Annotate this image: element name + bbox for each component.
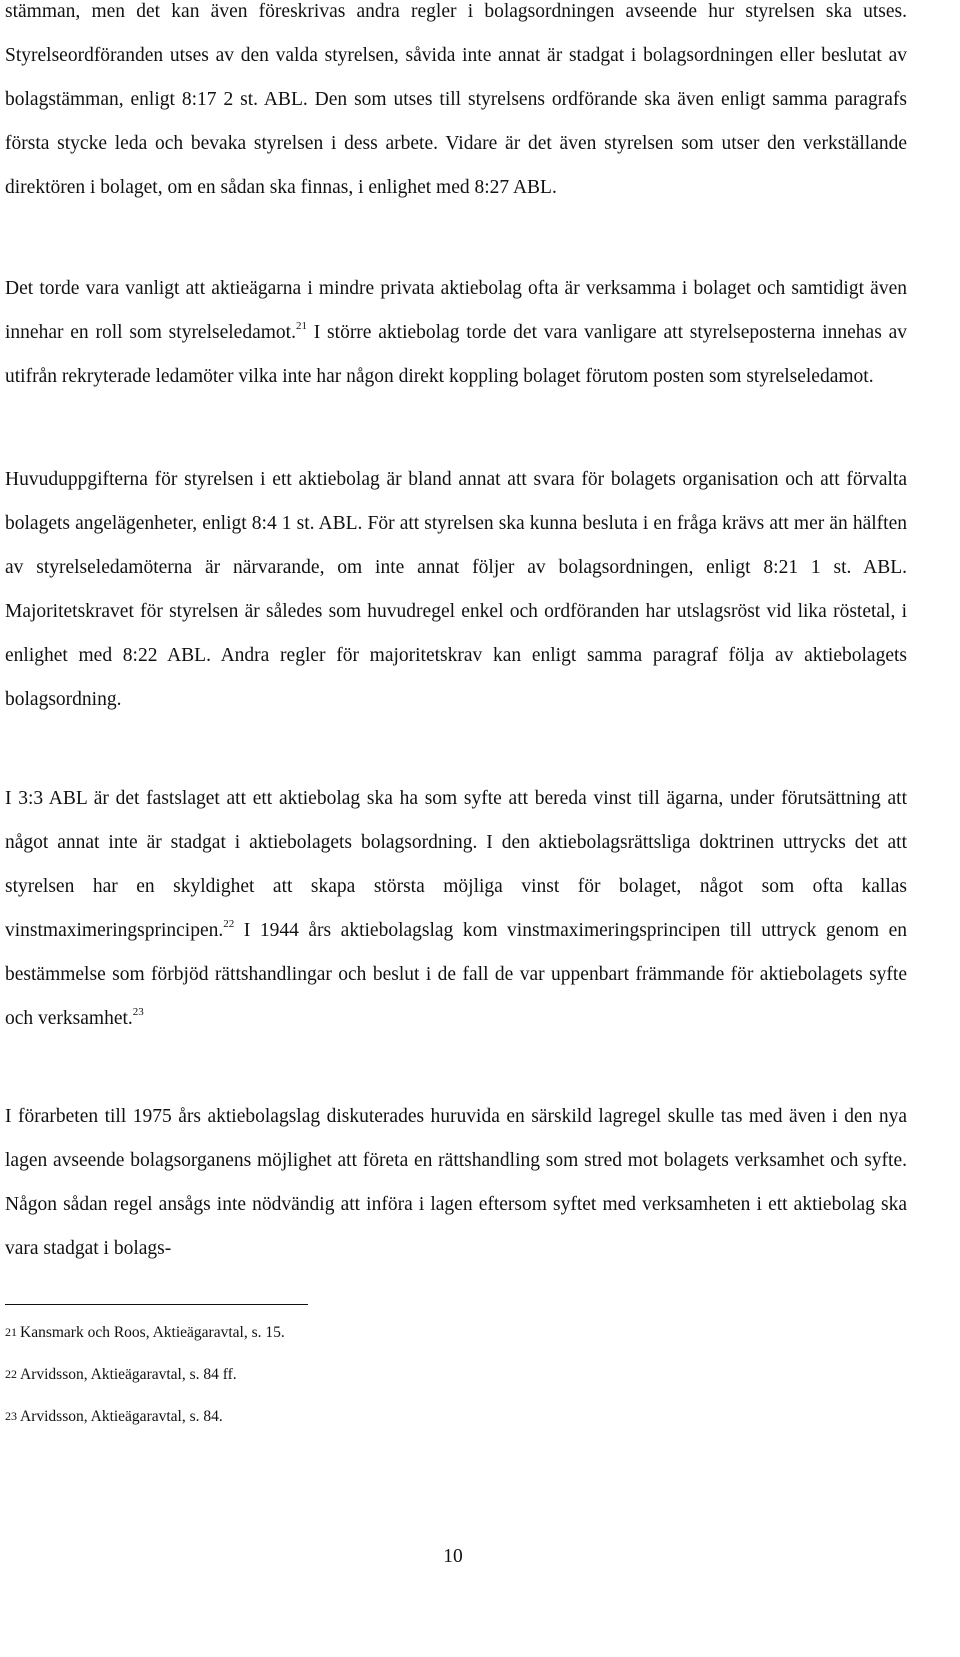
paragraph-board-appointment: [5, 0, 907, 210]
paragraph-text: Huvuduppgifterna för styrelsen i ett aktiebolag är bland annat att svara för bolagets organisation och att förvalta bolagets angelägenheter, enligt 8:4 1 st. ABL. För att styrelsen ska kunna besluta i en fråga krävs att mer än hälften av styrelseledamöterna är närvarande, om inte annat följer av bolagsordningen, enligt 8:21 1 st. ABL. Majoritetskravet för styrelsen är således som huvudregel enkel och ordföranden har utslagsröst vid lika röstetal, i enlighet med 8:22 ABL. Andra regler för majoritetskrav kan enligt samma paragraf följa av aktiebolagets bolagsordning.: [5, 469, 907, 710]
footnote-reference-21[interactable]: 21: [295, 319, 307, 332]
footnote-text: Arvidsson, Aktieägaravtal, s. 84.: [20, 1408, 223, 1425]
footnote-21: [5, 1323, 285, 1343]
paragraph-profit-maximization: [5, 777, 907, 1041]
footnote-22: [5, 1365, 237, 1385]
paragraph-text: I 1944 års aktiebolagslag kom vinstmaximeringsprincipen till uttryck genom en bestämmelse som förbjöd rättshandlingar och beslut i de fall de var uppenbart främmande för aktiebolagets syfte och verksamhet.: [5, 920, 907, 1029]
footnote-number: 22: [5, 1367, 17, 1381]
footnote-number: 23: [5, 1409, 17, 1423]
paragraph-shareholders-board-roles: [5, 267, 907, 399]
footnote-reference-23[interactable]: 23: [132, 1005, 144, 1018]
paragraph-text: I förarbeten till 1975 års aktiebolagslag diskuterades huruvida en särskild lagregel skulle tas med även i den nya lagen avseende bolagsorganens möjlighet att företa en rättshandling som stred mot bolagets verksamhet och syfte. Någon sådan regel ansågs inte nödvändig att införa i lagen eftersom syftet med verksamheten i ett aktiebolag ska vara stadgat i bolags-: [5, 1106, 907, 1259]
footnote-23: [5, 1407, 223, 1427]
page-number: 10: [443, 1546, 463, 1567]
footnote-reference-22[interactable]: 22: [223, 917, 235, 930]
paragraph-text: Det torde vara vanligt att aktieägarna i mindre privata aktiebolag ofta är verksamma i bolaget och samtidigt även innehar en roll som styrelseledamot.: [5, 278, 907, 343]
paragraph-board-duties: [5, 458, 907, 722]
footnote-text: Kansmark och Roos, Aktieägaravtal, s. 15.: [20, 1324, 285, 1341]
paragraph-text: I större aktiebolag torde det vara vanligare att styrelseposterna innehas av utifrån rekryterade ledamöter vilka inte har någon direkt koppling bolaget förutom posten som styrelseledamot.: [5, 322, 908, 387]
footnote-text: Arvidsson, Aktieägaravtal, s. 84 ff.: [20, 1366, 237, 1383]
footnote-number: 21: [5, 1325, 17, 1339]
paragraph-text: stämman, men det kan även föreskrivas andra regler i bolagsordningen avseende hur styrelsen ska utses. Styrelseordföranden utses av den valda styrelsen, såvida inte annat är stadgat i bolagsordningen eller beslutat av bolagstämman, enligt 8:17 2 st. ABL. Den som utses till styrelsens ordförande ska även enligt samma paragrafs första stycke leda och bevaka styrelsen i dess arbete. Vidare är det även styrelsen som utser den verkställande direktören i bolaget, om en sådan ska finnas, i enlighet med 8:27 ABL.: [5, 1, 907, 198]
paragraph-preparatory-works: [5, 1095, 907, 1271]
paragraph-text: I 3:3 ABL är det fastslaget att ett aktiebolag ska ha som syfte att bereda vinst till ägarna, under förutsättning att något annat inte är stadgat i aktiebolagets bolagsordning. I den aktiebolagsrättsliga doktrinen uttrycks det att styrelsen har en skyldighet att skapa största möjliga vinst för bolaget, något som ofta kallas vinstmaximeringsprincipen.: [5, 788, 907, 941]
footnote-separator: [5, 1304, 308, 1305]
